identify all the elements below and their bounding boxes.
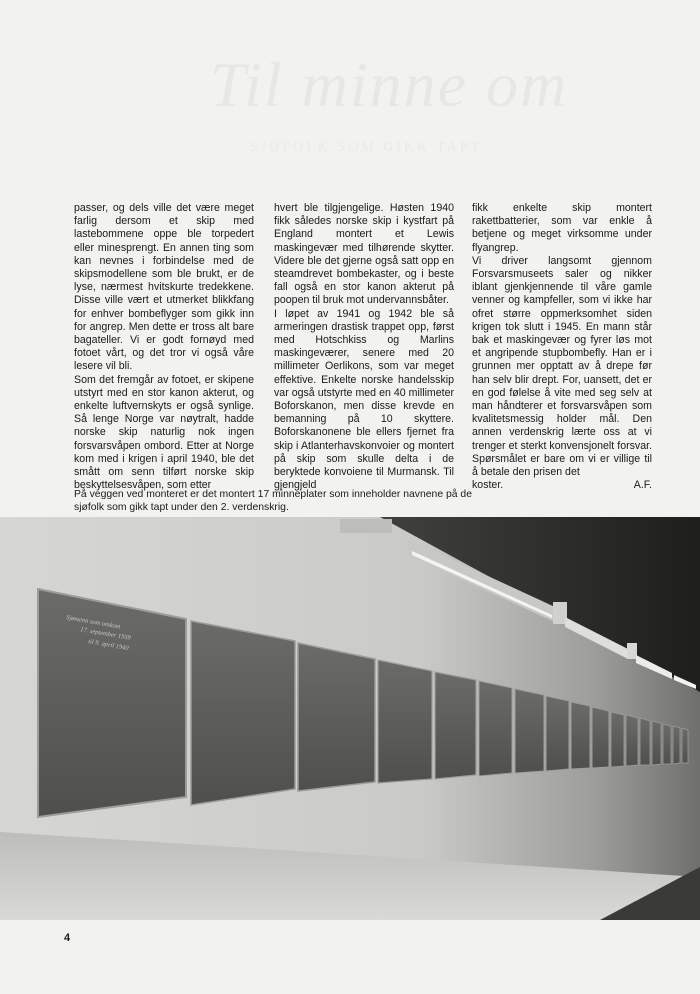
photo-caption: På veggen ved monteret er det montert 17 minneplater som inneholder navnene på de sjøfolk som gikk tapt under den 2. verdenskrig. — [74, 489, 472, 513]
paragraph: hvert ble tilgjengelige. Høsten 1940 fikk således norske skip i kystfart på England montert et Lewis maskingevær med tilhørende skytter. Videre ble det gjerne også satt opp en steamdrevet bombekaster, og i beste fall også en stor kanon akterut på poopen til bruk mot undervannsbåter. — [274, 202, 454, 307]
author-signature: A.F. — [633, 479, 652, 492]
plaque — [435, 672, 476, 779]
paragraph: fikk enkelte skip montert rakettbatterier, som var enkle å betjene og meget virksomme under flyangrep. — [472, 202, 652, 254]
ghost-subtitle-text: SJØFOLK SOM GIKK TAPT — [250, 140, 483, 155]
plaque — [479, 681, 512, 776]
paragraph: Vi driver langsomt gjennom Forsvarsmuseets saler og nikker iblant gjenkjennende til våre gamle venner og kampfeller, som vi ikke har ofret større oppmerksomhet siden krigen tok slutt i 1945. En mann står bak et maskingevær og fyrer løs mot et angripende stupbombefly. Han er i grunnen mer opptatt av å drepe før han selv blir drept. For, uansett, det er en god følelse å vite med seg selv at man håndterer et forsvarsvåpen som kvalitetsmessig holder mål. Den annen verdenskrig lærte oss at vi trenger et sterkt konvensjonelt forsvar. Spørsmålet er bare om vi er villige til å betale den prisen det — [472, 254, 652, 479]
plaque — [378, 660, 432, 783]
paragraph: Som det fremgår av fotoet, er skipene utstyrt med en stor kanon akterut, og enkelte luftvernskyts er også synlige. Så lenge Norge var nøytralt, hadde norske skip naturlig nok ingen forsvarsvåpen ombord. Etter at Norge kom med i krigen i april 1940, ble det smått om senn tilført norske skip beskyttelsesvåpen, som etter — [74, 373, 254, 492]
plaque — [571, 702, 590, 769]
plaque-inscription: Sjømenn som omkom — [65, 614, 121, 631]
closing-line — [472, 479, 652, 492]
ghost-title-text: Til minne om — [210, 49, 569, 120]
plaque — [640, 718, 650, 765]
paragraph: I løpet av 1941 og 1942 ble så armeringen drastisk trappet opp, først med Hotschkiss og Marlins maskingeværer, senere med 20 millimeter Oerlikons, som var meget effektive. Enkelte norske handelsskip var også utstyrte med en 40 millimeter Boforskanon, men disse krevde en bemanning på 10 skyttere. Boforskanonene ble ellers fjernet fra skip i Atlanterhavskonvoier og montert på skip som skulle delta i de beryktede konvoiene til Murmansk. Til gjengjeld — [274, 307, 454, 492]
photo-illustration — [0, 517, 700, 920]
plaque — [515, 689, 544, 773]
plaque — [546, 696, 569, 771]
plaque-inscription: til 9. april 1940 — [87, 638, 130, 653]
plaque — [626, 715, 638, 766]
article-column-3 — [472, 202, 652, 492]
plaque-inscription: 17. september 1939 — [79, 626, 132, 642]
plaque — [652, 721, 661, 765]
light-fixture — [627, 643, 637, 659]
ghost-title — [190, 48, 670, 168]
plaque — [191, 621, 295, 805]
plaque — [611, 712, 624, 767]
plaque — [663, 724, 671, 764]
article-column-1 — [74, 202, 254, 492]
memorial-plaques-photo — [0, 517, 700, 920]
article-body — [74, 202, 654, 492]
light-fixture — [553, 602, 567, 624]
plaque — [592, 707, 609, 768]
plaque — [682, 728, 688, 763]
closing-word: koster. — [472, 479, 504, 492]
plaque — [673, 726, 680, 764]
light-fixture — [340, 519, 392, 533]
plaque — [298, 643, 375, 791]
page-number: 4 — [64, 932, 71, 944]
paragraph: passer, og dels ville det være meget farlig dersom et skip med lastebommene oppe ble torpedert eller minesprengt. En annen ting som kan nevnes i forbindelse med de skipsmodellene som ble brukt, er de lyse, nærmest hvitskurte tredekkene. Disse ville vært et utmerket blikkfang for enhver bombeflyger som gikk inn for angrep. Men dette er tross alt bare bagateller. Vi er godt fornøyd med fotoet vårt, og det tror vi også våre lesere vil bli. — [74, 202, 254, 373]
article-column-2 — [274, 202, 454, 492]
